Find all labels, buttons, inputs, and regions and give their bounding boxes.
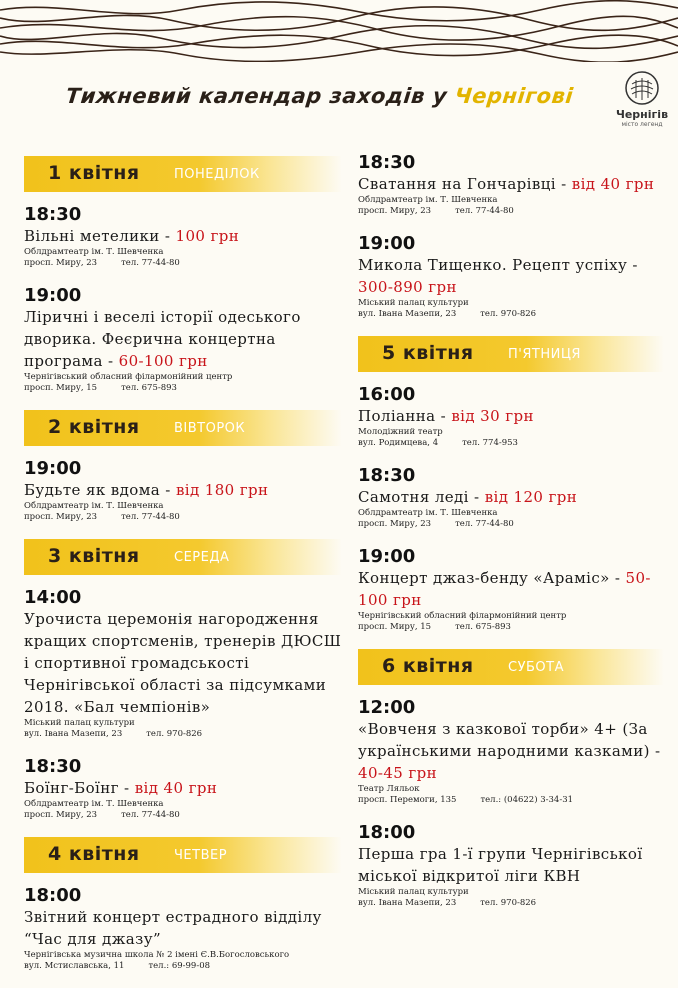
event-phone: тел. 774-953	[462, 438, 518, 448]
event-phone: тел. 77-44-80	[121, 258, 180, 268]
event-time: 16:00	[358, 384, 416, 405]
event-time: 18:00	[24, 885, 82, 906]
event-item	[24, 204, 342, 269]
city-emblem-icon	[624, 70, 660, 106]
event-title: Ліричні і веселі історії одеського дворика. Феєрична концертна програма - 60-100 грн	[24, 308, 301, 370]
event-phone: тел. 77-44-80	[455, 519, 514, 529]
event-time: 12:00	[358, 697, 416, 718]
event-price: від 30 грн	[451, 407, 534, 425]
page-title	[65, 84, 608, 108]
event-address: просп. Миру, 23	[358, 206, 432, 216]
event-address: вул. Родимцева, 4	[358, 438, 439, 448]
event-phone: тел.: 69-99-08	[148, 961, 211, 971]
event-title: Концерт джаз-бенду «Араміс» - 50-100 грн	[358, 569, 651, 609]
event-phone: тел. 77-44-80	[121, 512, 180, 522]
day-date: 5 квітня	[382, 342, 474, 364]
event-title: Боїнг-Боїнг - від 40 грн	[24, 779, 218, 797]
event-price: 50-100 грн	[358, 569, 651, 609]
event-address-line	[24, 810, 342, 821]
event-item	[24, 756, 342, 821]
event-venue: Міський палац культури	[358, 298, 469, 308]
event-venue: Чернігівський обласний філармонійний центр	[24, 372, 233, 382]
event-time: 18:30	[358, 465, 416, 486]
event-address: просп. Миру, 23	[24, 512, 98, 522]
event-venue: Облдрамтеатр ім. Т. Шевченка	[24, 501, 164, 511]
day-weekday: П'ЯТНИЦЯ	[508, 347, 581, 362]
event-time: 18:30	[358, 152, 416, 173]
event-address: вул. Івана Мазепи, 23	[24, 729, 123, 739]
event-time: 18:30	[24, 756, 82, 777]
event-item	[358, 822, 664, 909]
event-phone: тел. 675-893	[121, 383, 177, 393]
day-date: 3 квітня	[48, 545, 140, 567]
day-weekday: СУБОТА	[508, 660, 564, 675]
event-venue: Театр Ляльок	[358, 784, 420, 794]
event-time: 19:00	[24, 285, 82, 306]
event-item	[358, 152, 664, 217]
event-address: просп. Перемоги, 135	[358, 795, 457, 805]
event-item	[358, 465, 664, 530]
event-venue: Облдрамтеатр ім. Т. Шевченка	[358, 508, 498, 518]
event-phone: тел. 77-44-80	[455, 206, 514, 216]
event-address-line	[358, 206, 664, 217]
day-date: 4 квітня	[48, 843, 140, 865]
event-time: 14:00	[24, 587, 82, 608]
event-time: 19:00	[24, 458, 82, 479]
left-column	[24, 152, 342, 988]
day-weekday: ВІВТОРОК	[174, 421, 246, 436]
event-address-line	[24, 512, 342, 523]
event-item	[358, 233, 664, 320]
event-address: вул. Івана Мазепи, 23	[358, 898, 457, 908]
event-address-line	[24, 258, 342, 269]
event-time: 19:00	[358, 546, 416, 567]
event-item	[24, 885, 342, 972]
event-item	[24, 285, 342, 394]
title-city: Чернігові	[453, 84, 575, 108]
event-price: 40-45 грн	[358, 764, 438, 782]
event-title: Будьте як вдома - від 180 грн	[24, 481, 269, 499]
event-title: Урочиста церемонія нагородження кращих спортсменів, тренерів ДЮСШ і спортивної громадськості Чернігівської області за підсумками 2018. «Бал чемпіонів»	[24, 610, 342, 716]
event-address: просп. Миру, 23	[358, 519, 432, 529]
city-logo	[612, 70, 672, 128]
event-venue: Чернігівська музична школа № 2 імені Є.В.Богословського	[24, 950, 290, 960]
event-title: «Вовченя з казкової торби» 4+ (За українськими народними казками) - 40-45 грн	[358, 720, 661, 782]
event-phone: тел. 675-893	[455, 622, 511, 632]
event-venue: Чернігівський обласний філармонійний центр	[358, 611, 567, 621]
event-venue: Міський палац культури	[24, 718, 135, 728]
event-phone: тел. 77-44-80	[121, 810, 180, 820]
event-price: від 40 грн	[134, 779, 218, 797]
event-address-line	[358, 438, 664, 449]
event-address-line	[358, 622, 664, 633]
event-address: вул. Мстиславська, 11	[24, 961, 125, 971]
event-title: Перша гра 1-ї групи Чернігівської міської відкритої ліги КВН	[358, 845, 643, 885]
event-phone: тел.: (04622) 3-34-31	[480, 795, 574, 805]
event-price: 100 грн	[175, 227, 240, 245]
event-address: просп. Миру, 23	[24, 810, 98, 820]
event-price: від 120 грн	[484, 488, 578, 506]
event-venue: Облдрамтеатр ім. Т. Шевченка	[24, 799, 164, 809]
event-venue: Міський палац культури	[358, 887, 469, 897]
event-item	[358, 384, 664, 449]
event-phone: тел. 970-826	[480, 309, 537, 319]
logo-name: Чернігів	[615, 108, 669, 121]
event-address: просп. Миру, 15	[24, 383, 98, 393]
event-item	[358, 697, 664, 806]
decorative-wave-lines	[0, 0, 678, 62]
event-price: 300-890 грн	[358, 278, 457, 296]
event-price: від 40 грн	[571, 175, 655, 193]
event-item	[24, 458, 342, 523]
event-address-line	[358, 309, 664, 320]
event-item	[358, 546, 664, 633]
day-header-2	[24, 410, 342, 446]
event-price: від 180 грн	[175, 481, 269, 499]
day-date: 1 квітня	[48, 162, 140, 184]
event-venue: Молодіжний театр	[358, 427, 443, 437]
day-weekday: ПОНЕДІЛОК	[174, 167, 260, 182]
event-title: Микола Тищенко. Рецепт успіху - 300-890 грн	[358, 256, 638, 296]
event-phone: тел. 970-826	[480, 898, 537, 908]
event-venue: Облдрамтеатр ім. Т. Шевченка	[358, 195, 498, 205]
event-title: Сватання на Гончарівці - від 40 грн	[358, 175, 655, 193]
right-column	[358, 152, 664, 925]
event-title: Вільні метелики - 100 грн	[24, 227, 240, 245]
event-title: Самотня леді - від 120 грн	[358, 488, 578, 506]
event-address-line	[24, 383, 342, 394]
day-date: 6 квітня	[382, 655, 474, 677]
event-time: 18:00	[358, 822, 416, 843]
event-address: вул. Івана Мазепи, 23	[358, 309, 457, 319]
day-header-6	[358, 649, 664, 685]
event-address-line	[24, 961, 342, 972]
day-header-4	[24, 837, 342, 873]
day-header-5	[358, 336, 664, 372]
event-address: просп. Миру, 23	[24, 258, 98, 268]
event-address-line	[358, 898, 664, 909]
event-address: просп. Миру, 15	[358, 622, 432, 632]
event-address-line	[358, 795, 664, 806]
day-header-1	[24, 156, 342, 192]
day-header-3	[24, 539, 342, 575]
event-item	[24, 587, 342, 740]
event-title: Звітний концерт естрадного відділу “Час для джазу”	[24, 908, 322, 948]
day-weekday: ЧЕТВЕР	[174, 848, 228, 863]
day-weekday: СЕРЕДА	[174, 550, 230, 565]
title-main: Тижневий календар заходів у	[64, 84, 449, 108]
event-phone: тел. 970-826	[146, 729, 203, 739]
event-time: 18:30	[24, 204, 82, 225]
logo-slogan: місто легенд	[621, 121, 663, 128]
event-time: 19:00	[358, 233, 416, 254]
event-address-line	[358, 519, 664, 530]
event-title: Поліанна - від 30 грн	[358, 407, 534, 425]
day-date: 2 квітня	[48, 416, 140, 438]
event-address-line	[24, 729, 342, 740]
event-venue: Облдрамтеатр ім. Т. Шевченка	[24, 247, 164, 257]
event-price: 60-100 грн	[118, 352, 208, 370]
